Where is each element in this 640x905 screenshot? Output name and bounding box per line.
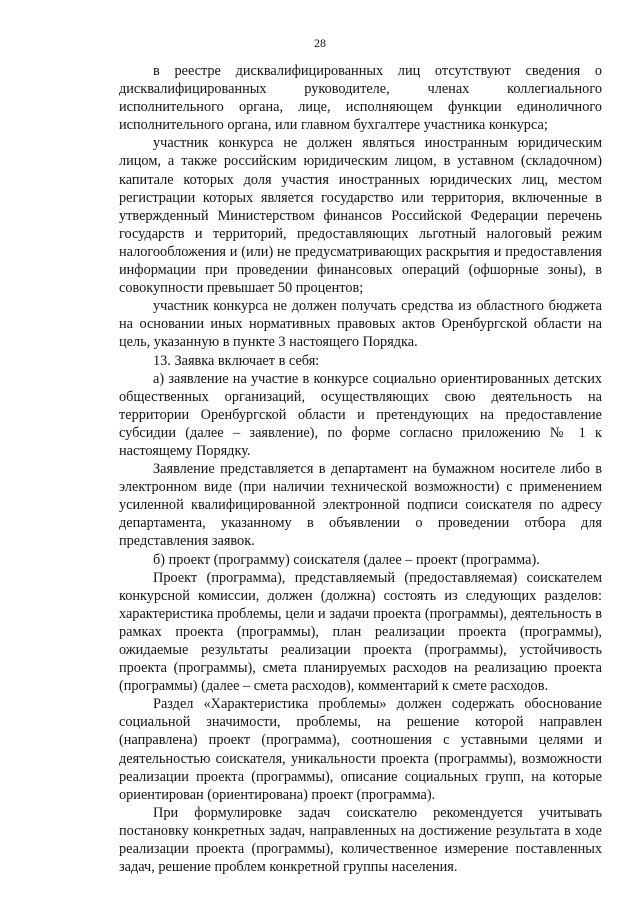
- paragraph-disqualified-registry: в реестре дисквалифицированных лиц отсутствуют сведения о дисквалифицированных руководителе, членах коллегиального исполнительного органа, лице, исполняющем функции единоличного исполнительного органа, или главном бухгалтере участника конкурса;: [119, 63, 602, 134]
- paragraph-regional-budget: участник конкурса не должен получать средства из областного бюджета на основании иных нормативных правовых актов Оренбургской области на цель, указанную в пункте 3 настоящего Порядка.: [119, 298, 602, 351]
- paragraph-foreign-entity: участник конкурса не должен являться иностранным юридическим лицом, а также российским юридическим лицом, в уставном (складочном) капитале которых доля участия иностранных юридических лиц, местом регистрации которых является государство или территория, включенные в утвержденный Министерством финансов Российской Федерации перечень государств и территорий, предоставляющих льготный налоговый режим налогообложения и (или) не предусматривающих раскрытия и предоставления информации при проведении финансовых операций (офшорные зоны), в совокупности превышает 50 процентов;: [119, 135, 602, 297]
- paragraph-application-submission: Заявление представляется в департамент на бумажном носителе либо в электронном виде (при наличии технической возможности) с применением усиленной квалифицированной электронной подписи соискателя по адресу департамента, указанному в объявлении о проведении отбора для представления заявок.: [119, 461, 602, 550]
- paragraph-problem-characteristics: Раздел «Характеристика проблемы» должен содержать обоснование социальной значимости, проблемы, на решение которой направлен (направлена) проект (программа), соотношения с уставными целями и деятельностью соискателя, уникальности проекта (программы), возможности реализации проекта (программы), описание социальных групп, на которые ориентирован (ориентирована) проект (программа).: [119, 696, 602, 803]
- paragraph-section-13: 13. Заявка включает в себя:: [153, 352, 320, 369]
- document-body: [119, 62, 602, 876]
- paragraph-project-sections: Проект (программа), представляемый (предоставляемая) соискателем конкурсной комиссии, должен (должна) состоять из следующих разделов: характеристика проблемы, цели и задачи проекта (программы), деятельность в рамках проекта (программы), план реализации проекта (программы), ожидаемые результаты реализации проекта (программы), устойчивость проекта (программы), смета планируемых расходов на реализацию проекта (программы) (далее – смета расходов), комментарий к смете расходов.: [119, 569, 602, 695]
- paragraph-item-a: а) заявление на участие в конкурсе социально ориентированных детских общественных организаций, осуществляющих свою деятельность на территории Оренбургской области и претендующих на предоставление субсидии (далее – заявление), по форме согласно приложению № 1 к настоящему Порядку.: [119, 370, 602, 459]
- page-number: 28: [314, 36, 326, 50]
- paragraph-item-b: б) проект (программу) соискателя (далее – проект (программа).: [153, 551, 540, 568]
- paragraph-task-formulation: При формулировке задач соискателю рекомендуется учитывать постановку конкретных задач, направленных на достижение результата в ходе реализации проекта (программы), количественное измерение поставленных задач, решение проблем конкретной группы населения.: [119, 804, 602, 876]
